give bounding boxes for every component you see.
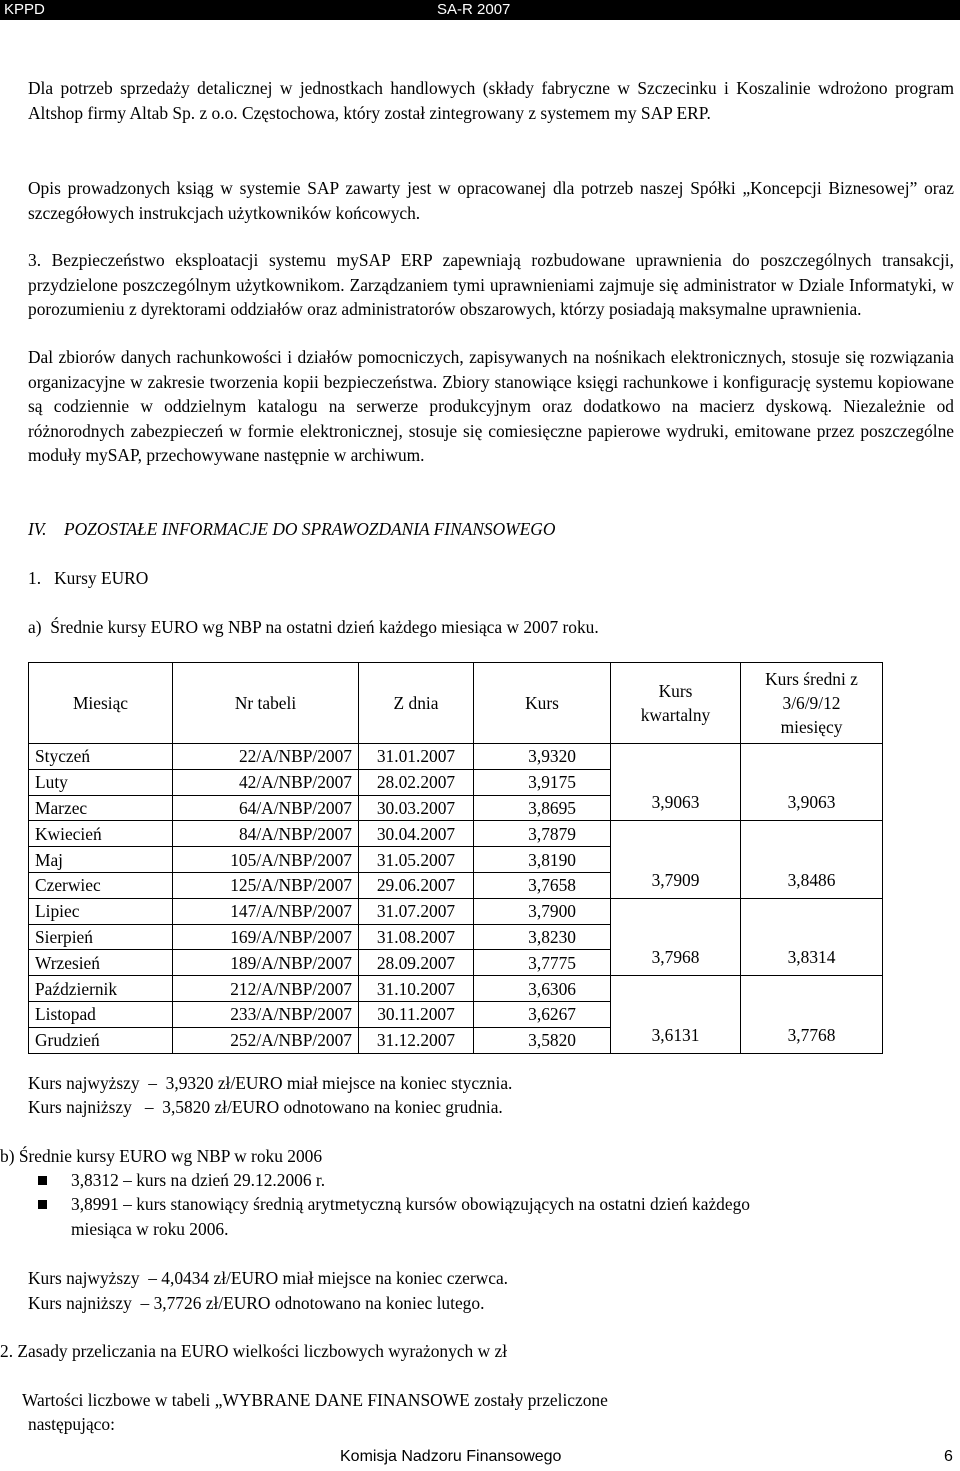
cell-date: 31.05.2007 — [359, 847, 474, 873]
cell-month: Marzec — [29, 795, 173, 821]
euro-rates-table — [28, 662, 883, 1054]
header-center-label: SA-R 2007 — [437, 1, 511, 18]
cell-rate: 3,9175 — [474, 769, 611, 795]
cell-table-number: 125/A/NBP/2007 — [173, 872, 359, 898]
cell-table-number: 169/A/NBP/2007 — [173, 924, 359, 950]
cell-average-rate: 3,8486 — [741, 821, 883, 898]
header-rate: Kurs — [474, 663, 611, 744]
closing-line-2: następująco: — [28, 1414, 115, 1434]
cell-quarterly-rate: 3,7909 — [611, 821, 741, 898]
table-row — [29, 976, 883, 1002]
header-table-number: Nr tabeli — [173, 663, 359, 744]
cell-month: Wrzesień — [29, 950, 173, 976]
cell-table-number: 252/A/NBP/2007 — [173, 1027, 359, 1053]
cell-average-rate: 3,7768 — [741, 976, 883, 1053]
table-row — [29, 744, 883, 770]
header-month: Miesiąc — [29, 663, 173, 744]
subsection-euro-rates: 1. Kursy EURO — [28, 568, 149, 588]
cell-quarterly-rate: 3,7968 — [611, 898, 741, 975]
cell-month: Maj — [29, 847, 173, 873]
cell-table-number: 189/A/NBP/2007 — [173, 950, 359, 976]
cell-date: 31.10.2007 — [359, 976, 474, 1002]
header-quarterly-rate: Kurs kwartalny — [611, 663, 741, 744]
paragraph-altshop: Dla potrzeb sprzedaży detalicznej w jednostkach handlowych (składy fabryczne w Szczecinku i Koszalinie wdrożono program Altshop firmy Altab Sp. z o.o. Częstochowa, który został zintegrowany z systemem my SAP ERP. — [28, 78, 954, 123]
cell-table-number: 84/A/NBP/2007 — [173, 821, 359, 847]
subsection-conversion-rules: 2. Zasady przeliczania na EURO wielkości liczbowych wyrażonych w zł — [0, 1341, 508, 1361]
table-header-row — [29, 663, 883, 744]
cell-date: 29.06.2007 — [359, 872, 474, 898]
bullet-2-text-continued: miesiąca w roku 2006. — [71, 1219, 229, 1239]
cell-table-number: 212/A/NBP/2007 — [173, 976, 359, 1002]
cell-month: Lipiec — [29, 898, 173, 924]
page-header-bar — [0, 0, 960, 20]
cell-rate: 3,7775 — [474, 950, 611, 976]
bullet-2-text: 3,8991 – kurs stanowiący średnią arytmetyczną kursów obowiązujących na ostatni dzień każdego — [71, 1194, 750, 1214]
cell-table-number: 42/A/NBP/2007 — [173, 769, 359, 795]
cell-rate: 3,7879 — [474, 821, 611, 847]
cell-date: 31.01.2007 — [359, 744, 474, 770]
cell-table-number: 64/A/NBP/2007 — [173, 795, 359, 821]
cell-rate: 3,8190 — [474, 847, 611, 873]
cell-rate: 3,6267 — [474, 1001, 611, 1027]
paragraph-backup: Dal zbiorów danych rachunkowości i działów pomocniczych, zapisywanych na nośnikach elektronicznych, stosuje się rozwiązania organizacyjne w zakresie tworzenia kopii bezpieczeństwa. Zbiory stanowiące księgi rachunkowe i konfigurację systemu kopiowane są codziennie w oddzielnym katalogu na serwerze produkcyjnym oraz dodatkowo na macierz dyskową. Niezależnie od różnorodnych zabezpieczeń w formie elektronicznej, stosuje się comiesięczne papierowe wydruki, emitowane przez poszczególne moduły mySAP, przechowywane następnie w archiwum. — [28, 347, 954, 465]
note-2006-lowest: Kurs najniższy – 3,7726 zł/EURO odnotowano na koniec lutego. — [28, 1293, 485, 1313]
footer-publisher: Komisja Nadzoru Finansowego — [340, 1448, 562, 1465]
cell-quarterly-rate: 3,9063 — [611, 744, 741, 821]
paragraph-sap-description: Opis prowadzonych ksiąg w systemie SAP zawarty jest w opracowanej dla potrzeb naszej Spółki „Koncepcji Biznesowej” oraz szczegółowych instrukcjach użytkowników końcowych. — [28, 178, 954, 223]
section-number: IV. — [28, 519, 47, 539]
cell-month: Listopad — [29, 1001, 173, 1027]
footer-page-number: 6 — [944, 1448, 953, 1465]
header-left-label: KPPD — [4, 1, 45, 18]
header-date: Z dnia — [359, 663, 474, 744]
cell-rate: 3,7658 — [474, 872, 611, 898]
cell-month: Luty — [29, 769, 173, 795]
section-title: POZOSTAŁE INFORMACJE DO SPRAWOZDANIA FINANSOWEGO — [64, 519, 556, 539]
cell-date: 30.04.2007 — [359, 821, 474, 847]
cell-month: Grudzień — [29, 1027, 173, 1053]
item-a-title: a) Średnie kursy EURO wg NBP na ostatni dzień każdego miesiąca w 2007 roku. — [28, 617, 599, 637]
cell-date: 30.11.2007 — [359, 1001, 474, 1027]
cell-rate: 3,5820 — [474, 1027, 611, 1053]
cell-rate: 3,8230 — [474, 924, 611, 950]
paragraph-security: 3. Bezpieczeństwo eksploatacji systemu mySAP ERP zapewniają rozbudowane uprawnienia do poszczególnych transakcji, przydzielone poszczególnym użytkownikom. Zarządzaniem tymi uprawnieniami zajmuje się administrator w Dziale Informatyki, w porozumieniu z dyrektorami oddziałów oraz administratorów obszarowych, którzy posiadają maksymalne uprawnienia. — [28, 250, 954, 319]
table-row — [29, 821, 883, 847]
cell-rate: 3,6306 — [474, 976, 611, 1002]
cell-date: 31.12.2007 — [359, 1027, 474, 1053]
cell-date: 31.08.2007 — [359, 924, 474, 950]
cell-date: 28.09.2007 — [359, 950, 474, 976]
cell-quarterly-rate: 3,6131 — [611, 976, 741, 1053]
item-b-title: b) Średnie kursy EURO wg NBP w roku 2006 — [0, 1146, 323, 1166]
cell-table-number: 105/A/NBP/2007 — [173, 847, 359, 873]
cell-month: Sierpień — [29, 924, 173, 950]
cell-date: 30.03.2007 — [359, 795, 474, 821]
cell-average-rate: 3,9063 — [741, 744, 883, 821]
bullet-square-icon — [38, 1176, 47, 1185]
cell-table-number: 147/A/NBP/2007 — [173, 898, 359, 924]
cell-month: Czerwiec — [29, 872, 173, 898]
cell-month: Październik — [29, 976, 173, 1002]
bullet-square-icon — [38, 1200, 47, 1209]
cell-rate: 3,7900 — [474, 898, 611, 924]
note-2007-highest: Kurs najwyższy – 3,9320 zł/EURO miał miejsce na koniec stycznia. — [28, 1073, 513, 1093]
note-2006-highest: Kurs najwyższy – 4,0434 zł/EURO miał miejsce na koniec czerwca. — [28, 1268, 509, 1288]
cell-date: 28.02.2007 — [359, 769, 474, 795]
cell-date: 31.07.2007 — [359, 898, 474, 924]
table-row — [29, 898, 883, 924]
cell-rate: 3,9320 — [474, 744, 611, 770]
cell-rate: 3,8695 — [474, 795, 611, 821]
cell-table-number: 233/A/NBP/2007 — [173, 1001, 359, 1027]
cell-average-rate: 3,8314 — [741, 898, 883, 975]
note-2007-lowest: Kurs najniższy – 3,5820 zł/EURO odnotowano na koniec grudnia. — [28, 1097, 503, 1117]
cell-table-number: 22/A/NBP/2007 — [173, 744, 359, 770]
header-average-rate: Kurs średni z 3/6/9/12 miesięcy — [741, 663, 883, 744]
cell-month: Styczeń — [29, 744, 173, 770]
closing-line-1: Wartości liczbowe w tabeli „WYBRANE DANE FINANSOWE zostały przeliczone — [22, 1390, 608, 1410]
bullet-1-text: 3,8312 – kurs na dzień 29.12.2006 r. — [71, 1170, 326, 1190]
cell-month: Kwiecień — [29, 821, 173, 847]
